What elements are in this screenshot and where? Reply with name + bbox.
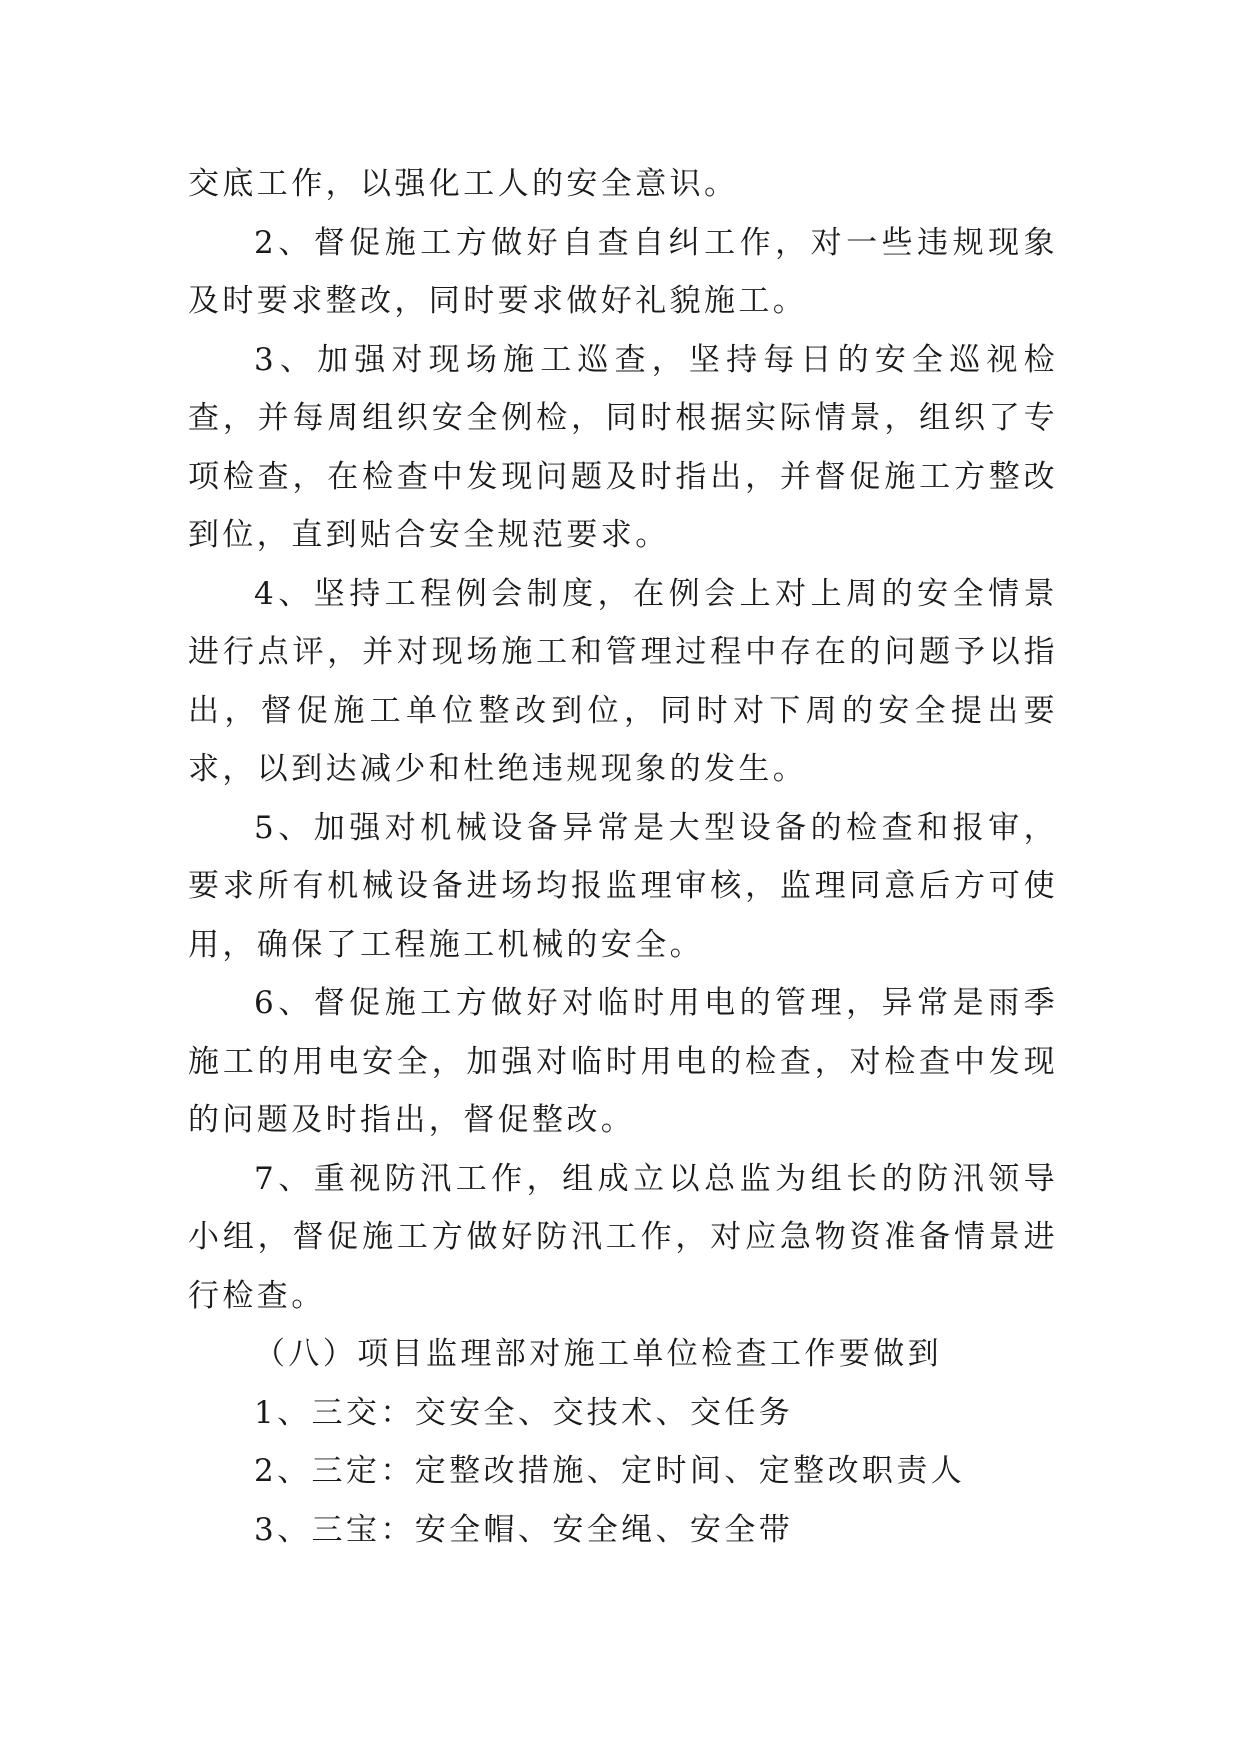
paragraph-continuation: 交底工作，以强化工人的安全意识。 bbox=[188, 166, 739, 202]
list-item-san-ding: 2、三定：定整改措施、定时间、定整改职责人 bbox=[254, 1453, 966, 1489]
paragraph-item-2: 2、督促施工方做好自查自纠工作，对一些违规现象及时要求整改，同时要求做好礼貌施工。 bbox=[188, 224, 1058, 319]
list-item-san-bao: 3、三宝：安全帽、安全绳、安全带 bbox=[254, 1511, 794, 1548]
paragraph-item-3: 3、加强对现场施工巡查，坚持每日的安全巡视检查，并每周组织安全例检，同时根据实际情景，组织了专项检查，在检查中发现问题及时指出，并督促施工方整改到位，直到贴合安全规范要求。 bbox=[188, 341, 1058, 553]
paragraph-item-6: 6、督促施工方做好对临时用电的管理，异常是雨季施工的用电安全，加强对临时用电的检查，对检查中发现的问题及时指出，督促整改。 bbox=[188, 985, 1058, 1138]
paragraph-item-5: 5、加强对机械设备异常是大型设备的检查和报审，要求所有机械设备进场均报监理审核，监理同意后方可使用，确保了工程施工机械的安全。 bbox=[188, 809, 1058, 963]
paragraph-item-4: 4、坚持工程例会制度，在例会上对上周的安全情景进行点评，并对现场施工和管理过程中存在的问题予以指出，督促施工单位整改到位，同时对下周的安全提出要求，以到达减少和杜绝违规现象的发生。 bbox=[188, 575, 1058, 787]
list-item-san-jiao: 1、三交：交安全、交技术、交任务 bbox=[254, 1394, 794, 1431]
section-heading-8: （八）项目监理部对施工单位检查工作要做到 bbox=[254, 1336, 942, 1372]
body-text bbox=[188, 155, 1058, 1559]
paragraph-item-7: 7、重视防汛工作，组成立以总监为组长的防汛领导小组，督促施工方做好防汛工作，对应急物资准备情景进行检查。 bbox=[188, 1160, 1058, 1314]
